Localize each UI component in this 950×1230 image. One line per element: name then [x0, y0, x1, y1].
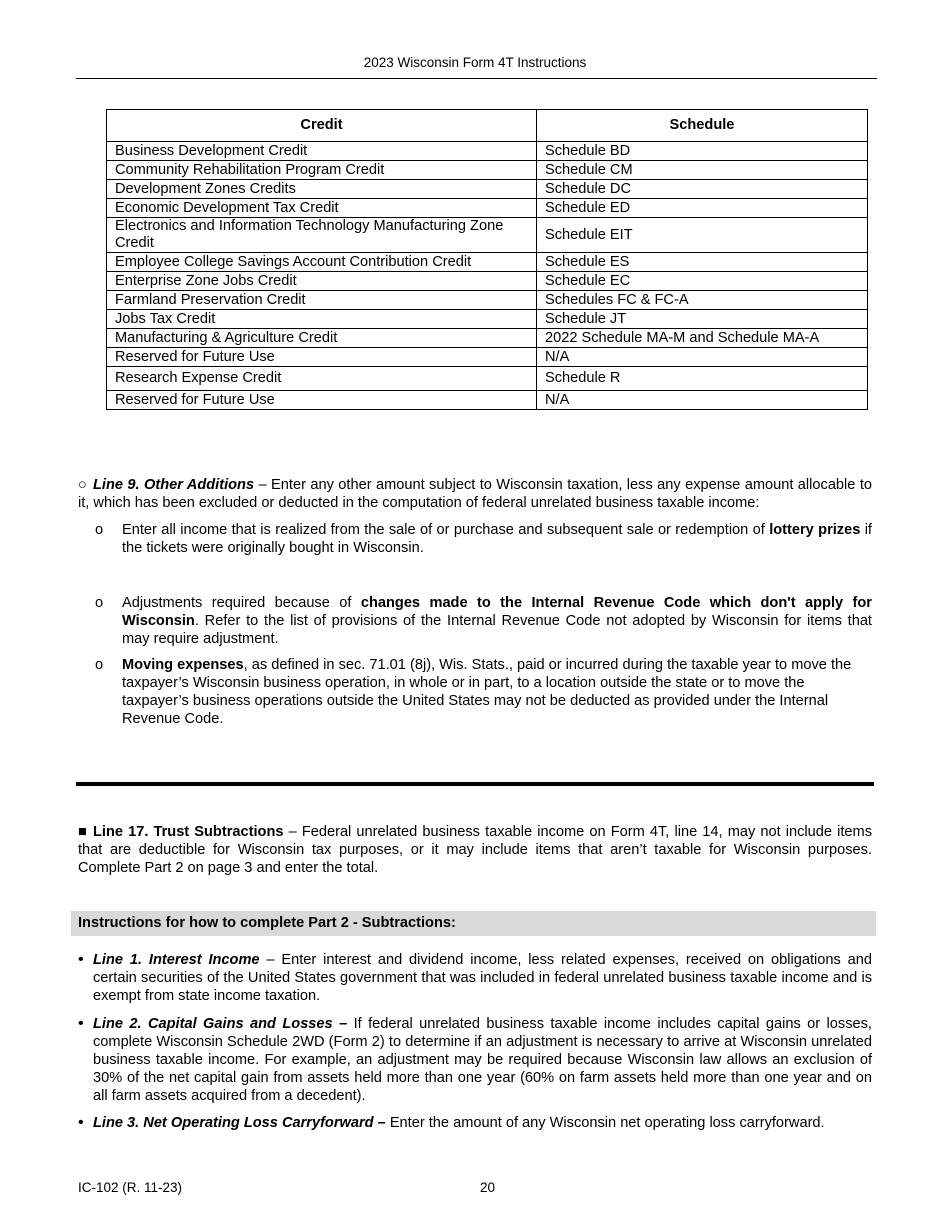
item-text-post: , as defined in sec. 71.01 (8j), Wis. Stats., paid or incurred during the taxable year to move the taxpayer’s Wisconsin business operation, in whole or in part, to a location outside the state or to move the taxpayer’s business operations outside the United States may not be deducted as provided under the Internal Revenue Code.	[122, 657, 852, 727]
schedule-cell: Schedule ES	[537, 253, 868, 272]
item-text-post: if the tickets were originally bought in Wisconsin.	[122, 522, 872, 556]
credit-cell: Business Development Credit	[107, 142, 537, 161]
footer-page-number: 20	[480, 1180, 496, 1195]
small-circle-bullet-icon: o	[95, 595, 104, 611]
list-item-text	[122, 521, 872, 557]
table-row	[107, 391, 868, 410]
list-item-text	[122, 594, 872, 648]
credit-cell: Community Rehabilitation Program Credit	[107, 161, 537, 180]
footer-form-id: IC-102 (R. 11-23)	[78, 1180, 183, 1195]
small-circle-bullet-icon: o	[95, 657, 104, 673]
item-text-bold: changes made to the Internal Revenue Code which don't apply for Wisconsin	[122, 595, 872, 629]
small-circle-bullet-icon: o	[95, 522, 104, 538]
line17-paragraph	[78, 823, 872, 877]
bullet-dot-icon: •	[78, 951, 84, 968]
item-text-pre: Enter all income that is realized from the sale of or purchase and subsequent sale or redemption of	[122, 522, 770, 538]
schedule-cell: Schedule ED	[537, 199, 868, 218]
table-row	[107, 180, 868, 199]
item-text: If federal unrelated business taxable income includes capital gains or losses, complete Wisconsin Schedule 2WD (Form 2) to determine if an adjustment is necessary to arrive at Wisconsin unrelated business taxable income. For example, an adjustment may be required because Wisconsin law allows an exclusion of 30% of the net capital gain from assets held more than one year (60% on farm assets held more than one year and on all farm assets acquired from a decedent).	[93, 1016, 872, 1104]
table-row	[107, 291, 868, 310]
credit-cell: Jobs Tax Credit	[107, 310, 537, 329]
table-row	[107, 142, 868, 161]
table-row	[107, 329, 868, 348]
square-bullet-icon: ■	[78, 824, 88, 840]
schedule-cell: N/A	[537, 348, 868, 367]
credit-cell: Reserved for Future Use	[107, 391, 537, 410]
table-row	[107, 199, 868, 218]
schedule-cell: Schedule CM	[537, 161, 868, 180]
credit-cell: Development Zones Credits	[107, 180, 537, 199]
table-row	[107, 218, 868, 253]
list-item-text	[122, 656, 872, 728]
bullet-dot-icon: •	[78, 1114, 84, 1131]
schedule-cell: N/A	[537, 391, 868, 410]
item-text-post: . Refer to the list of provisions of the Internal Revenue Code not adopted by Wisconsin for items that may require adjustment.	[122, 613, 872, 647]
credit-cell: Employee College Savings Account Contribution Credit	[107, 253, 537, 272]
item-text-bold: Moving expenses	[122, 657, 244, 673]
schedule-cell: Schedules FC & FC-A	[537, 291, 868, 310]
table-header-row	[107, 110, 868, 142]
line17-text: – Federal unrelated business taxable income on Form 4T, line 14, may not include items that are deductible for Wisconsin tax purposes, or it may include items that aren’t taxable for Wisconsin purposes. Complete Part 2 on page 3 and enter the total.	[78, 824, 872, 876]
line9-paragraph	[78, 476, 872, 512]
page-header-title: 2023 Wisconsin Form 4T Instructions	[363, 55, 587, 70]
line9-text: – Enter any other amount subject to Wisconsin taxation, less any expense amount allocable to it, which has been excluded or deducted in the computation of federal unrelated business taxable income:	[78, 477, 872, 511]
hollow-circle-bullet-icon: ○	[78, 477, 87, 493]
table-row	[107, 310, 868, 329]
item-text-bold: lottery prizes	[769, 522, 861, 538]
item-text-pre: Adjustments required because of	[122, 595, 361, 611]
item-text: Enter the amount of any Wisconsin net operating loss carryforward.	[385, 1115, 825, 1131]
credit-cell: Electronics and Information Technology Manufacturing Zone Credit	[107, 218, 537, 253]
list-item-text	[93, 1015, 872, 1105]
item-title: Line 3. Net Operating Loss Carryforward –	[93, 1115, 386, 1131]
bullet-dot-icon: •	[78, 1015, 84, 1032]
schedule-cell: Schedule JT	[537, 310, 868, 329]
schedule-cell: Schedule DC	[537, 180, 868, 199]
credit-cell: Economic Development Tax Credit	[107, 199, 537, 218]
line17-title: Line 17. Trust Subtractions	[92, 824, 284, 840]
schedule-cell: Schedule R	[537, 367, 868, 391]
schedule-cell: Schedule EC	[537, 272, 868, 291]
table-row	[107, 367, 868, 391]
credit-cell: Enterprise Zone Jobs Credit	[107, 272, 537, 291]
table-row	[107, 272, 868, 291]
table-row	[107, 348, 868, 367]
header-divider	[76, 78, 877, 79]
schedule-cell: Schedule EIT	[537, 218, 868, 253]
table-row	[107, 161, 868, 180]
credit-cell: Manufacturing & Agriculture Credit	[107, 329, 537, 348]
credit-cell: Research Expense Credit	[107, 367, 537, 391]
schedule-cell: Schedule BD	[537, 142, 868, 161]
item-title: Line 2. Capital Gains and Losses –	[93, 1016, 348, 1032]
list-item-text	[93, 1114, 872, 1132]
column-header-schedule: Schedule	[537, 110, 868, 142]
credit-cell: Reserved for Future Use	[107, 348, 537, 367]
list-item-text	[93, 951, 872, 1005]
schedule-cell: 2022 Schedule MA-M and Schedule MA-A	[537, 329, 868, 348]
credit-cell: Farmland Preservation Credit	[107, 291, 537, 310]
item-text: – Enter interest and dividend income, less related expenses, received on obligations and certain securities of the United States government that was included in federal unrelated business taxable income and is exempt from state income taxation.	[93, 952, 872, 1004]
item-title: Line 1. Interest Income	[93, 952, 260, 968]
line9-title: Line 9. Other Additions	[93, 477, 255, 493]
table-row	[107, 253, 868, 272]
section-divider	[76, 782, 874, 786]
part2-heading: Instructions for how to complete Part 2 - Subtractions:	[71, 911, 876, 936]
column-header-credit: Credit	[107, 110, 537, 142]
credits-table	[106, 109, 868, 410]
